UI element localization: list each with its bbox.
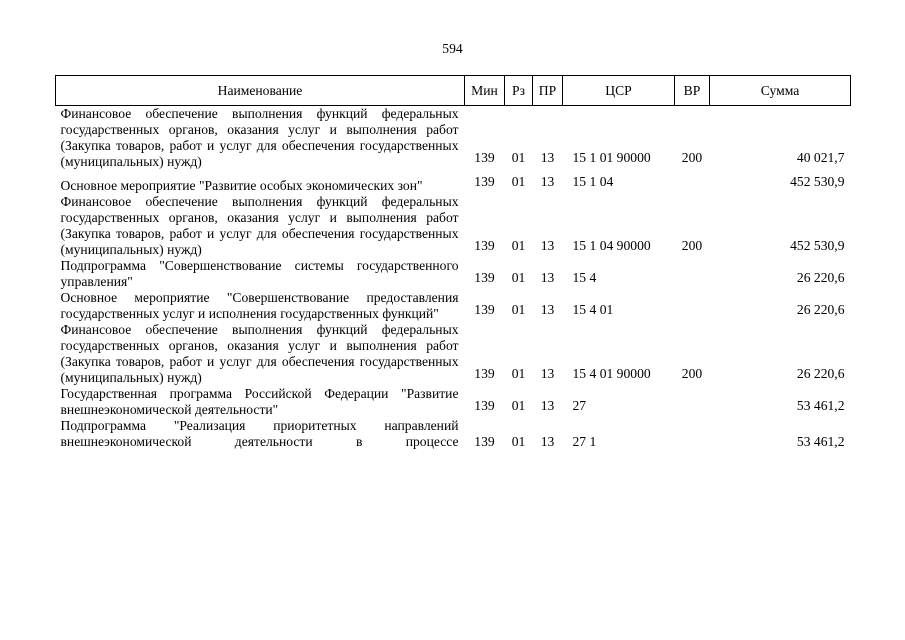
row-pr: 13 <box>540 434 555 449</box>
row-rz: 01 <box>511 238 526 253</box>
row-csr: 27 1 <box>572 434 597 449</box>
header-vr: ВР <box>675 76 710 106</box>
row-rz: 01 <box>511 398 526 413</box>
row-csr: 15 4 01 <box>572 302 614 317</box>
row-min: 139 <box>474 398 495 413</box>
table-row <box>56 418 851 450</box>
table-row <box>56 106 851 171</box>
row-vr: 200 <box>681 150 703 165</box>
page-number: 594 <box>442 41 463 56</box>
table-row <box>56 290 851 322</box>
header-name: Наименование <box>56 76 465 106</box>
row-sum: 53 461,2 <box>796 434 845 449</box>
table-row <box>56 386 851 418</box>
row-sum: 26 220,6 <box>796 270 845 285</box>
row-sum: 53 461,2 <box>796 398 845 413</box>
header-csr: ЦСР <box>563 76 675 106</box>
row-csr: 15 1 04 <box>572 174 614 189</box>
row-csr: 15 4 01 90000 <box>572 366 651 381</box>
row-rz: 01 <box>511 150 526 165</box>
header-rz: Рз <box>505 76 533 106</box>
row-rz: 01 <box>511 270 526 285</box>
row-pr: 13 <box>540 302 555 317</box>
row-min: 139 <box>474 238 495 253</box>
row-rz: 01 <box>511 174 526 189</box>
row-vr <box>675 290 710 322</box>
row-rz: 01 <box>511 434 526 449</box>
row-pr: 13 <box>540 398 555 413</box>
row-name: Государственная программа Российской Федерации "Развитие внешнеэкономической деятельности" <box>60 386 459 417</box>
row-vr <box>675 258 710 290</box>
row-name: Финансовое обеспечение выполнения функций федеральных государственных органов, оказания услуг и выполнения работ (Закупка товаров, работ и услуг для обеспечения государственных (муниципальных) нужд) <box>60 106 459 169</box>
row-vr: 200 <box>681 366 703 381</box>
row-min: 139 <box>474 434 495 449</box>
row-name: Основное мероприятие "Совершенствование предоставления государственных услуг и исполнения государственных функций" <box>60 290 459 321</box>
table-row <box>56 322 851 386</box>
row-pr: 13 <box>540 366 555 381</box>
row-sum: 26 220,6 <box>796 302 845 317</box>
row-csr: 15 4 <box>572 270 597 285</box>
row-pr: 13 <box>540 270 555 285</box>
row-sum: 26 220,6 <box>796 366 845 381</box>
header-sum: Сумма <box>710 76 851 106</box>
table-header-row <box>56 76 851 106</box>
row-csr: 27 <box>572 398 587 413</box>
row-min: 139 <box>474 150 495 165</box>
row-name: Финансовое обеспечение выполнения функций федеральных государственных органов, оказания услуг и выполнения работ (Закупка товаров, работ и услуг для обеспечения государственных (муниципальных) нужд) <box>60 322 459 385</box>
row-vr <box>675 386 710 418</box>
row-pr: 13 <box>540 150 555 165</box>
row-min: 139 <box>474 302 495 317</box>
row-min: 139 <box>474 174 495 189</box>
row-name: Финансовое обеспечение выполнения функций федеральных государственных органов, оказания услуг и выполнения работ (Закупка товаров, работ и услуг для обеспечения государственных (муниципальных) нужд) <box>60 194 459 257</box>
table-row <box>56 194 851 258</box>
row-name: Основное мероприятие "Развитие особых экономических зон" <box>60 178 423 193</box>
header-pr: ПР <box>533 76 563 106</box>
row-rz: 01 <box>511 366 526 381</box>
table-row <box>56 258 851 290</box>
row-name: Подпрограмма "Реализация приоритетных направлений внешнеэкономической деятельности в процессе <box>60 418 459 449</box>
header-min: Мин <box>465 76 505 106</box>
row-csr: 15 1 04 90000 <box>572 238 651 253</box>
row-pr: 13 <box>540 238 555 253</box>
row-sum: 452 530,9 <box>790 174 845 189</box>
row-rz: 01 <box>511 302 526 317</box>
row-sum: 40 021,7 <box>796 150 845 165</box>
row-csr: 15 1 01 90000 <box>572 150 651 165</box>
row-name: Подпрограмма "Совершенствование системы государственного управления" <box>60 258 459 289</box>
row-vr: 200 <box>681 238 703 253</box>
row-min: 139 <box>474 366 495 381</box>
row-vr <box>675 418 710 450</box>
budget-table <box>55 75 851 450</box>
row-vr <box>675 170 710 194</box>
row-pr: 13 <box>540 174 555 189</box>
row-sum: 452 530,9 <box>790 238 845 253</box>
table-row <box>56 170 851 194</box>
row-min: 139 <box>474 270 495 285</box>
